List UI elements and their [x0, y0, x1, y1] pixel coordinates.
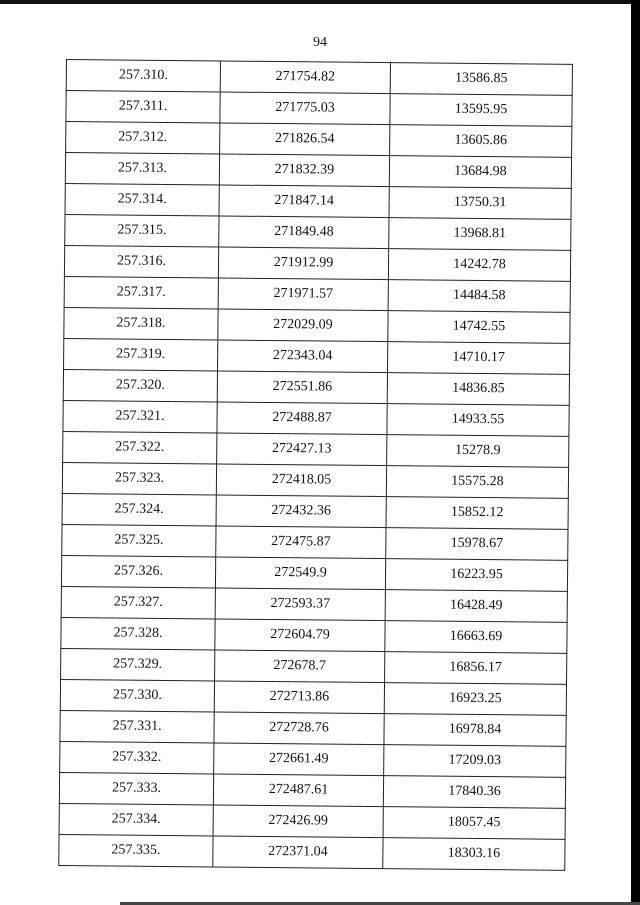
y-coordinate-cell: 17840.36: [383, 776, 565, 809]
x-coordinate-cell: 271971.57: [218, 278, 388, 311]
y-coordinate-cell: 14836.85: [387, 373, 569, 406]
page-number: 94: [313, 35, 327, 50]
table-row: [63, 369, 569, 405]
x-coordinate-cell: 272371.04: [213, 836, 383, 869]
y-coordinate-cell: 15978.67: [386, 528, 568, 561]
table-body: [59, 60, 573, 871]
x-coordinate-cell: 272551.86: [217, 371, 387, 404]
x-coordinate-cell: 271754.82: [220, 61, 390, 94]
x-coordinate-cell: 272432.36: [216, 495, 386, 528]
table-row: [61, 648, 567, 684]
y-coordinate-cell: 16663.69: [385, 621, 567, 654]
table-row: [65, 183, 571, 219]
table-row: [62, 462, 568, 498]
y-coordinate-cell: 16856.17: [385, 652, 567, 685]
point-number-cell: 257.320.: [63, 369, 217, 401]
y-coordinate-cell: 13595.95: [390, 94, 572, 127]
point-number-cell: 257.328.: [61, 617, 215, 649]
table-row: [59, 772, 565, 808]
table-row: [64, 307, 570, 343]
table-row: [63, 431, 569, 467]
x-coordinate-cell: 272487.61: [213, 774, 383, 807]
x-coordinate-cell: 272713.86: [214, 681, 384, 714]
table-row: [66, 122, 572, 158]
point-number-cell: 257.322.: [63, 431, 217, 463]
y-coordinate-cell: 13586.85: [390, 63, 572, 96]
y-coordinate-cell: 13750.31: [389, 187, 571, 220]
y-coordinate-cell: 16223.95: [385, 559, 567, 592]
x-coordinate-cell: 272678.7: [215, 650, 385, 683]
y-coordinate-cell: 16923.25: [384, 683, 566, 716]
table-row: [61, 617, 567, 653]
point-number-cell: 257.316.: [64, 245, 218, 277]
point-number-cell: 257.319.: [64, 338, 218, 370]
point-number-cell: 257.312.: [66, 122, 220, 154]
x-coordinate-cell: 271775.03: [220, 92, 390, 125]
x-coordinate-cell: 272728.76: [214, 712, 384, 745]
x-coordinate-cell: 272661.49: [214, 743, 384, 776]
y-coordinate-cell: 14242.78: [388, 249, 570, 282]
x-coordinate-cell: 272549.9: [215, 557, 385, 590]
table-row: [62, 493, 568, 529]
y-coordinate-cell: 13968.81: [389, 218, 571, 251]
y-coordinate-cell: 14710.17: [388, 342, 570, 375]
scan-edge-top: [0, 0, 640, 4]
point-number-cell: 257.318.: [64, 307, 218, 339]
coordinates-table: [58, 59, 573, 871]
table-row: [59, 803, 565, 839]
x-coordinate-cell: 271849.48: [219, 216, 389, 249]
x-coordinate-cell: 271912.99: [218, 247, 388, 280]
table-row: [64, 276, 570, 312]
point-number-cell: 257.333.: [59, 772, 213, 804]
table-row: [66, 91, 572, 127]
point-number-cell: 257.330.: [60, 679, 214, 711]
y-coordinate-cell: 18057.45: [383, 807, 565, 840]
point-number-cell: 257.329.: [61, 648, 215, 680]
x-coordinate-cell: 271847.14: [219, 185, 389, 218]
y-coordinate-cell: 14933.55: [387, 404, 569, 437]
x-coordinate-cell: 271832.39: [219, 154, 389, 187]
x-coordinate-cell: 272475.87: [216, 526, 386, 559]
point-number-cell: 257.326.: [61, 555, 215, 587]
table-row: [60, 710, 566, 746]
x-coordinate-cell: 272343.04: [218, 340, 388, 373]
table-row: [62, 524, 568, 560]
point-number-cell: 257.325.: [62, 524, 216, 556]
y-coordinate-cell: 16428.49: [385, 590, 567, 623]
y-coordinate-cell: 14742.55: [388, 311, 570, 344]
point-number-cell: 257.310.: [66, 60, 220, 92]
x-coordinate-cell: 272593.37: [215, 588, 385, 621]
table-row: [64, 338, 570, 374]
x-coordinate-cell: 272418.05: [216, 464, 386, 497]
x-coordinate-cell: 272488.87: [217, 402, 387, 435]
table-row: [60, 679, 566, 715]
point-number-cell: 257.317.: [64, 276, 218, 308]
table-row: [59, 834, 565, 870]
point-number-cell: 257.315.: [65, 214, 219, 246]
point-number-cell: 257.327.: [61, 586, 215, 618]
table-row: [60, 741, 566, 777]
table-container: [58, 59, 572, 860]
table-row: [64, 245, 570, 281]
y-coordinate-cell: 18303.16: [383, 838, 565, 871]
x-coordinate-cell: 272426.99: [213, 805, 383, 838]
point-number-cell: 257.334.: [59, 803, 213, 835]
x-coordinate-cell: 271826.54: [220, 123, 390, 156]
x-coordinate-cell: 272029.09: [218, 309, 388, 342]
table-row: [65, 214, 571, 250]
point-number-cell: 257.313.: [65, 153, 219, 185]
point-number-cell: 257.314.: [65, 183, 219, 215]
point-number-cell: 257.324.: [62, 493, 216, 525]
scan-edge-right: [631, 0, 640, 905]
table-row: [61, 555, 567, 591]
table-row: [63, 400, 569, 436]
point-number-cell: 257.321.: [63, 400, 217, 432]
y-coordinate-cell: 17209.03: [384, 745, 566, 778]
point-number-cell: 257.311.: [66, 91, 220, 123]
y-coordinate-cell: 15575.28: [386, 466, 568, 499]
y-coordinate-cell: 14484.58: [388, 280, 570, 313]
point-number-cell: 257.332.: [60, 741, 214, 773]
point-number-cell: 257.323.: [62, 462, 216, 494]
point-number-cell: 257.331.: [60, 710, 214, 742]
table-row: [66, 60, 572, 96]
y-coordinate-cell: 13605.86: [390, 125, 572, 158]
y-coordinate-cell: 15852.12: [386, 497, 568, 530]
y-coordinate-cell: 15278.9: [387, 435, 569, 468]
x-coordinate-cell: 272427.13: [217, 433, 387, 466]
table-row: [61, 586, 567, 622]
table-row: [65, 153, 571, 189]
point-number-cell: 257.335.: [59, 834, 213, 866]
x-coordinate-cell: 272604.79: [215, 619, 385, 652]
y-coordinate-cell: 16978.84: [384, 714, 566, 747]
y-coordinate-cell: 13684.98: [389, 156, 571, 189]
